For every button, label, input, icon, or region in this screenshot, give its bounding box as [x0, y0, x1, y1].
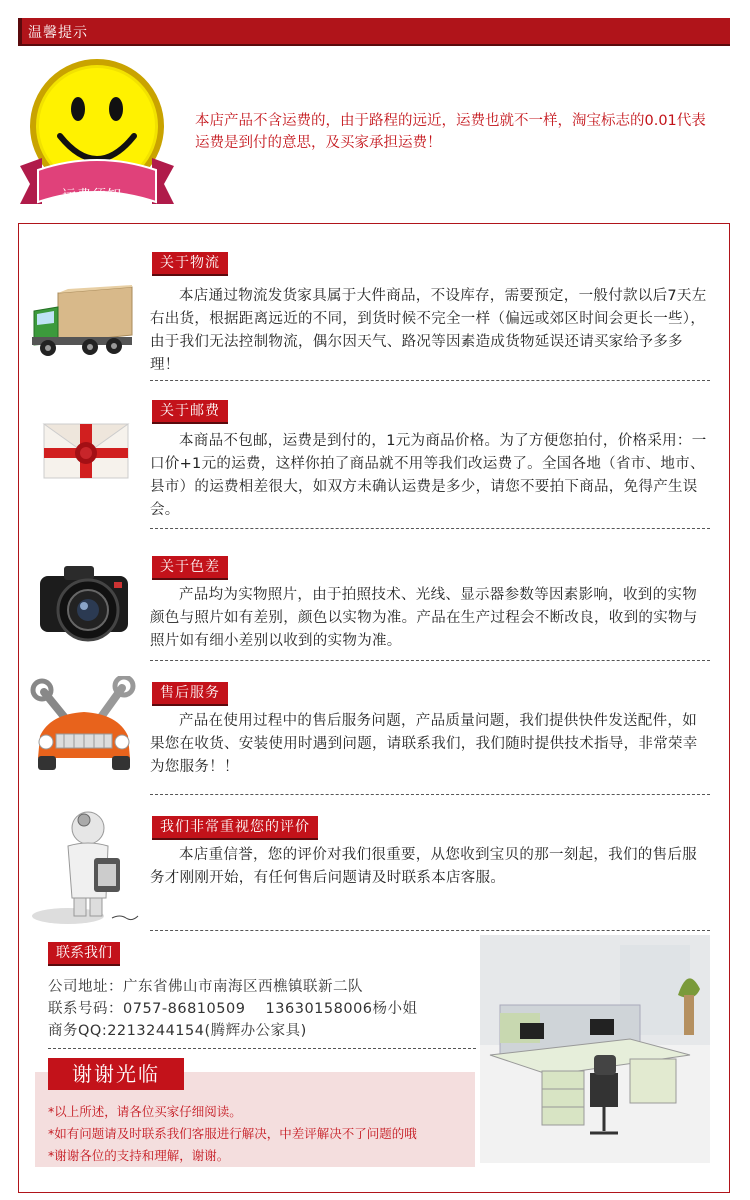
header-underline	[18, 44, 730, 46]
shipping-badge-label: 运费须知	[62, 188, 122, 204]
office-desk-photo	[480, 935, 710, 1163]
section-text-reviews: 本店重信誉，您的评价对我们很重要，从您收到宝贝的那一刻起，我们的售后服务才刚刚开始，有任何售后问题请及时联系本店客服。	[150, 847, 697, 886]
section-text-color: 产品均为实物照片，由于拍照技术、光线、显示器参数等因素影响，收到的实物颜色与照片如有差别，颜色以实物为准。产品在生产过程会不断改良，收到的实物与照片如有细小差别以收到的实物为准。	[150, 587, 698, 649]
contact-address: 公司地址：广东省佛山市南海区西樵镇联新二队	[48, 979, 363, 995]
section-text-logistics: 本店通过物流发货家具属于大件商品，不设库存，需要预定，一般付款以后7天左右出货，根据距离远近的不同，到货时候不完全一样（偏远或郊区时间会更长一些），由于我们无法控制物流，偶尔因天气、路况等因素造成货物延误还请买家给予多多理！	[150, 288, 707, 373]
section-divider	[150, 380, 710, 381]
envelope-icon	[42, 420, 130, 482]
section-title-reviews: 我们非常重视您的评价	[152, 816, 318, 840]
section-title-logistics: 关于物流	[152, 252, 228, 276]
header-mark	[18, 18, 22, 44]
shipping-notice: 本店产品不含运费的，由于路程的远近，运费也就不一样，淘宝标志的0.01代表运费是到付的意思，及买家承担运费！	[195, 113, 706, 151]
thanks-title: 谢谢光临	[48, 1058, 184, 1090]
contact-qq: 商务QQ:2213244154(腾辉办公家具)	[48, 1023, 307, 1039]
header-bar	[18, 18, 730, 44]
section-text-aftersales: 产品在使用过程中的售后服务问题，产品质量问题，我们提供快件发送配件，如果您在收货、安装使用时遇到问题，请联系我们，我们随时提供技术指导，非常荣幸为您服务！！	[150, 713, 698, 775]
section-title-aftersales: 售后服务	[152, 682, 228, 706]
section-text-postage: 本商品不包邮，运费是到付的，1元为商品价格。为了方便您拍付，价格采用：一口价+1元的运费，这样你拍了商品就不用等我们改运费了。全国各地（省市、地市、县市）的运费相差很大，如双方未确认运费是多少，请您不要拍下商品，免得产生误会。	[150, 433, 707, 518]
section-divider	[150, 930, 710, 931]
section-title-postage: 关于邮费	[152, 400, 228, 424]
section-divider	[150, 660, 710, 661]
section-title-color: 关于色差	[152, 556, 228, 580]
thanks-note: *谢谢各位的支持和理解，谢谢。	[48, 1148, 230, 1163]
thanks-note: *以上所述，请各位买家仔细阅读。	[48, 1104, 242, 1119]
repair-car-icon	[30, 676, 138, 776]
doctor-figure-icon	[28, 806, 146, 928]
camera-icon	[36, 562, 136, 648]
header-title: 温馨提示	[28, 25, 88, 41]
contact-divider	[48, 1048, 476, 1049]
contact-title: 联系我们	[48, 942, 120, 966]
truck-icon	[28, 285, 138, 360]
section-divider	[150, 528, 710, 529]
section-divider	[150, 794, 710, 795]
thanks-note: *如有问题请及时联系我们客服进行解决，中差评解决不了问题的哦	[48, 1126, 417, 1141]
contact-phone: 联系号码：0757-86810509 13630158006杨小姐	[48, 1001, 418, 1017]
